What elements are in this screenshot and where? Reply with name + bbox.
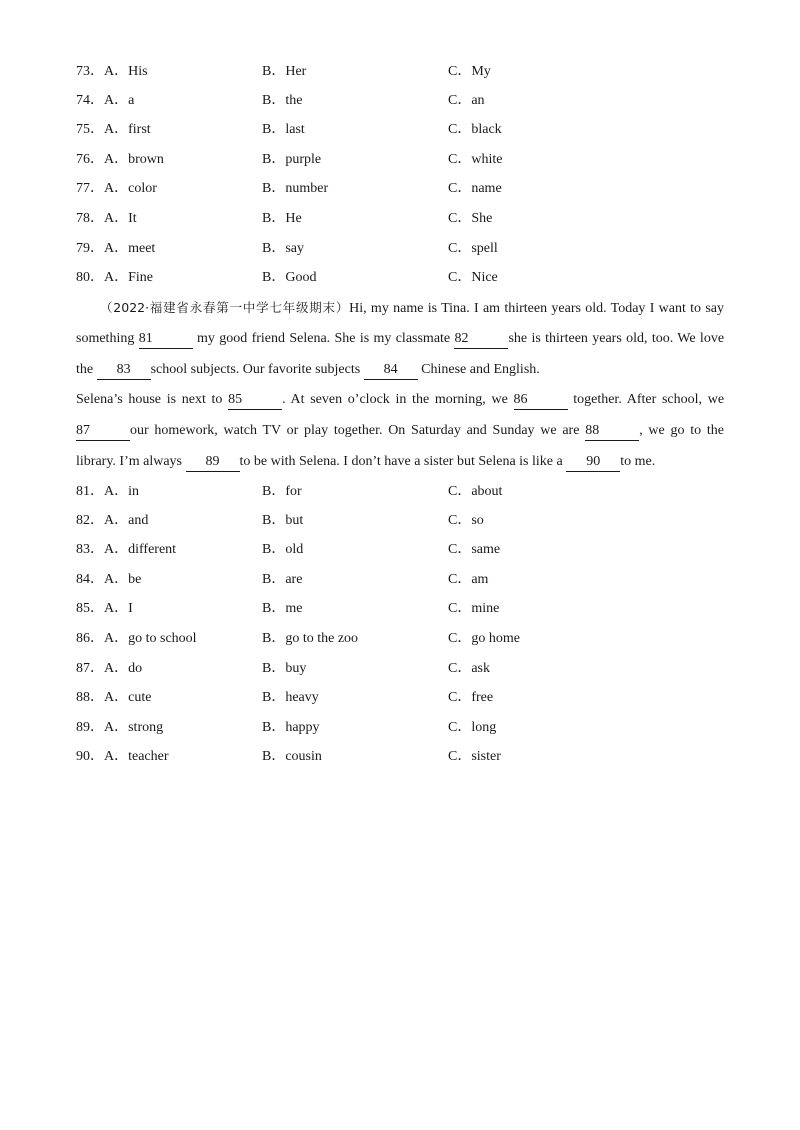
question-option-a	[76, 62, 148, 82]
question-option-a	[76, 659, 142, 679]
passage-text: school subjects. Our favorite subjects	[150, 362, 361, 377]
question-option-c: C．black	[448, 122, 502, 137]
question-option-c: C．My	[448, 64, 491, 79]
passage-text: something	[76, 331, 135, 346]
option-a-text: A．teacher	[104, 749, 169, 764]
passage-line-1	[100, 298, 724, 319]
option-a-text: A．different	[104, 542, 177, 557]
question-number: 76．	[76, 152, 104, 167]
question-row-83	[0, 540, 800, 560]
question-row-86	[0, 629, 800, 649]
passage-text: . At seven o’clock in the morning, we	[282, 392, 508, 407]
question-option-a	[76, 482, 139, 502]
question-option-b: B．number	[262, 181, 329, 196]
question-option-b: B．happy	[262, 720, 320, 735]
question-option-b: B．old	[262, 542, 304, 557]
option-a-text: A．a	[104, 93, 135, 108]
passage-text: my good friend Selena. She is my classmate	[197, 331, 451, 346]
question-option-b: B．heavy	[262, 690, 319, 705]
option-a-text: A．brown	[104, 152, 164, 167]
passage-text: library. I’m always	[76, 454, 182, 469]
passage-text: she is thirteen years old, too. We love	[508, 331, 725, 346]
question-option-a	[76, 209, 137, 229]
option-a-text: A．go to school	[104, 631, 197, 646]
option-a-text: A．It	[104, 211, 137, 226]
option-a-text: A．in	[104, 484, 139, 499]
question-option-c: C．sister	[448, 749, 501, 764]
question-option-a	[76, 179, 157, 199]
question-option-a	[76, 239, 155, 259]
question-number: 83．	[76, 542, 104, 557]
passage-text: to me.	[620, 454, 656, 469]
blank-86: 86	[514, 391, 568, 410]
blank-84: 84	[364, 361, 418, 380]
blank-85: 85	[228, 391, 282, 410]
passage-text: together. After school, we	[573, 392, 725, 407]
passage-text: our homework, watch TV or play together. On Saturday and Sunday we are	[130, 423, 580, 438]
option-a-text: A．His	[104, 64, 148, 79]
question-option-a	[76, 688, 151, 708]
question-number: 84．	[76, 572, 104, 587]
question-option-c: C．Nice	[448, 270, 498, 285]
question-option-a	[76, 511, 148, 531]
option-a-text: A．Fine	[104, 270, 153, 285]
passage-text: Selena’s house is next to	[76, 392, 223, 407]
option-a-text: A．and	[104, 513, 149, 528]
question-option-c: C．go home	[448, 631, 520, 646]
question-number: 75．	[76, 122, 104, 137]
question-number: 82．	[76, 513, 104, 528]
option-a-text: A．strong	[104, 720, 164, 735]
question-row-87	[0, 659, 800, 679]
question-option-a	[76, 629, 197, 649]
question-option-c: C．so	[448, 513, 484, 528]
passage-text: Chinese and English.	[421, 362, 540, 377]
question-option-b: B．purple	[262, 152, 322, 167]
question-number: 81．	[76, 484, 104, 499]
passage-source: （2022·福建省永春第一中学七年级期末）	[100, 300, 350, 315]
blank-88: 88	[585, 422, 639, 441]
question-number: 87．	[76, 661, 104, 676]
question-number: 89．	[76, 720, 104, 735]
question-option-b: B．last	[262, 122, 305, 137]
question-option-a	[76, 268, 153, 288]
passage-text: Hi, my name is Tina. I am thirteen years old. Today I want to say	[349, 301, 724, 316]
question-number: 85．	[76, 601, 104, 616]
question-row-84	[0, 570, 800, 590]
question-option-a	[76, 120, 151, 140]
option-a-text: A．I	[104, 601, 133, 616]
question-option-c: C．name	[448, 181, 502, 196]
question-number: 78．	[76, 211, 104, 226]
question-option-a	[76, 91, 134, 111]
question-number: 88．	[76, 690, 104, 705]
question-row-77	[0, 179, 800, 199]
question-option-b: B．go to the zoo	[262, 631, 359, 646]
question-option-c: C．white	[448, 152, 503, 167]
question-row-90	[0, 747, 800, 767]
question-option-c: C．am	[448, 572, 489, 587]
question-option-b: B．the	[262, 93, 303, 108]
option-a-text: A．cute	[104, 690, 152, 705]
question-option-c: C．She	[448, 211, 493, 226]
question-option-c: C．an	[448, 93, 485, 108]
blank-82: 82	[454, 330, 508, 349]
question-option-b: B．Her	[262, 64, 307, 79]
question-option-b: B．are	[262, 572, 303, 587]
question-option-b: B．for	[262, 484, 302, 499]
question-option-a	[76, 747, 169, 767]
question-row-76	[0, 150, 800, 170]
question-number: 80．	[76, 270, 104, 285]
question-option-c: C．long	[448, 720, 497, 735]
question-option-c: C．ask	[448, 661, 490, 676]
question-option-b: B．say	[262, 241, 304, 256]
question-row-89	[0, 718, 800, 738]
passage-line-3	[76, 360, 724, 380]
question-row-80	[0, 268, 800, 288]
passage-text: the	[76, 362, 94, 377]
question-option-a	[76, 599, 133, 619]
question-number: 73．	[76, 64, 104, 79]
question-row-78	[0, 209, 800, 229]
passage-text: , we go to the	[639, 423, 724, 438]
question-number: 79．	[76, 241, 104, 256]
passage-line-2	[76, 329, 724, 349]
question-option-b: B．He	[262, 211, 302, 226]
question-number: 77．	[76, 181, 104, 196]
option-a-text: A．be	[104, 572, 142, 587]
blank-81: 81	[139, 330, 193, 349]
question-number: 74．	[76, 93, 104, 108]
option-a-text: A．color	[104, 181, 157, 196]
blank-83: 83	[97, 361, 151, 380]
question-option-a	[76, 150, 164, 170]
passage-line-5	[76, 421, 724, 441]
question-number: 86．	[76, 631, 104, 646]
question-option-c: C．spell	[448, 241, 498, 256]
question-option-c: C．mine	[448, 601, 500, 616]
question-option-b: B．Good	[262, 270, 317, 285]
question-option-b: B．me	[262, 601, 303, 616]
question-row-75	[0, 120, 800, 140]
question-row-73	[0, 62, 800, 82]
question-option-b: B．buy	[262, 661, 307, 676]
question-option-c: C．about	[448, 484, 503, 499]
question-option-a	[76, 570, 141, 590]
question-row-79	[0, 239, 800, 259]
question-row-81	[0, 482, 800, 502]
question-option-c: C．same	[448, 542, 501, 557]
blank-87: 87	[76, 422, 130, 441]
question-row-82	[0, 511, 800, 531]
question-option-b: B．but	[262, 513, 304, 528]
question-row-88	[0, 688, 800, 708]
question-row-85	[0, 599, 800, 619]
question-row-74	[0, 91, 800, 111]
question-option-b: B．cousin	[262, 749, 322, 764]
question-option-a	[76, 540, 176, 560]
blank-89: 89	[186, 453, 240, 472]
blank-90: 90	[566, 453, 620, 472]
passage-line-4	[76, 390, 724, 410]
option-a-text: A．meet	[104, 241, 156, 256]
question-option-c: C．free	[448, 690, 494, 705]
passage-text: to be with Selena. I don’t have a sister but Selena is like a	[239, 454, 563, 469]
option-a-text: A．first	[104, 122, 151, 137]
question-number: 90．	[76, 749, 104, 764]
passage-line-6	[76, 452, 724, 472]
question-option-a	[76, 718, 163, 738]
option-a-text: A．do	[104, 661, 143, 676]
